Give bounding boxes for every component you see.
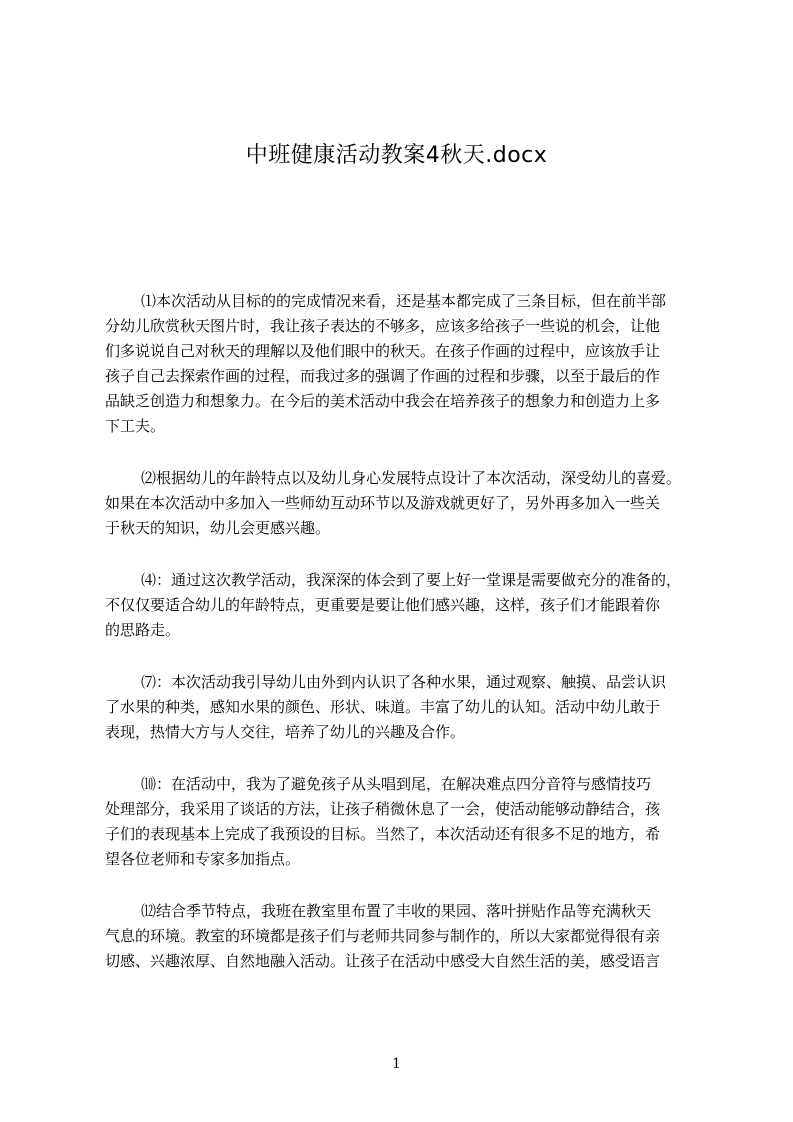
page-number: 1: [392, 1056, 401, 1072]
paragraph-line: 品缺乏创造力和想象力。在今后的美术活动中我会在培养孩子的想象力和创造力上多: [105, 392, 661, 410]
paragraph-line: 们多说说自己对秋天的理解以及他们眼中的秋天。在孩子作画的过程中，应该放手让: [105, 342, 661, 360]
paragraph-line: 望各位老师和专家多加指点。: [105, 850, 301, 868]
paragraph-line: 切感、兴趣浓厚、自然地融入活动。让孩子在活动中感受大自然生活的美，感受语言: [105, 952, 661, 970]
paragraph-line: 子们的表现基本上完成了我预设的目标。当然了，本次活动还有很多不足的地方，希: [105, 825, 661, 843]
paragraph-3: [105, 568, 721, 643]
paragraph-1: [105, 289, 721, 439]
paragraph-line: 不仅仅要适合幼儿的年龄特点，更重要是要让他们感兴趣，这样，孩子们才能跟着你: [105, 596, 661, 614]
paragraph-line: 如果在本次活动中多加入一些师幼互动环节以及游戏就更好了，另外再多加入一些关: [105, 494, 661, 512]
paragraph-line: 于秋天的知识，幼儿会更感兴趣。: [105, 519, 331, 537]
paragraph-line: 孩子自己去探索作画的过程，而我过多的强调了作画的过程和步骤，以至于最后的作: [105, 367, 661, 385]
paragraph-5: [105, 772, 721, 872]
paragraph-2: [105, 466, 721, 541]
paragraph-line: 分幼儿欣赏秋天图片时，我让孩子表达的不够多，应该多给孩子一些说的机会，让他: [105, 317, 661, 335]
paragraph-line: 下工夫。: [105, 417, 166, 435]
paragraph-line: ⑺：本次活动我引导幼儿由外到内认识了各种水果，通过观察、触摸、品尝认识: [141, 673, 667, 691]
paragraph-6: [105, 899, 721, 974]
paragraph-line: 了水果的种类，感知水果的颜色、形状、味道。丰富了幼儿的认知。活动中幼儿敢于: [105, 698, 661, 716]
paragraph-line: 气息的环境。教室的环境都是孩子们与老师共同参与制作的，所以大家都觉得很有亲: [105, 927, 661, 945]
document-body: [105, 289, 721, 1001]
paragraph-line: ⑿结合季节特点，我班在教室里布置了丰收的果园、落叶拼贴作品等充满秋天: [141, 902, 652, 920]
paragraph-line: 的思路走。: [105, 621, 181, 639]
paragraph-line: ⑴本次活动从目标的的完成情况来看，还是基本都完成了三条目标，但在前半部: [141, 292, 667, 310]
document-title: 中班健康活动教案4秋天.docx: [245, 143, 548, 168]
paragraph-line: ⑵根据幼儿的年龄特点以及幼儿身心发展特点设计了本次活动，深受幼儿的喜爱。: [141, 469, 682, 487]
paragraph-line: ⑷：通过这次教学活动，我深深的体会到了要上好一堂课是需要做充分的准备的，: [141, 571, 682, 589]
paragraph-line: ⑽：在活动中，我为了避免孩子从头唱到尾，在解决难点四分音符与感情技巧: [141, 775, 652, 793]
paragraph-line: 表现，热情大方与人交往，培养了幼儿的兴趣及合作。: [105, 723, 466, 741]
paragraph-line: 处理部分，我采用了谈话的方法，让孩子稍微休息了一会，使活动能够动静结合，孩: [105, 800, 661, 818]
paragraph-4: [105, 670, 721, 745]
